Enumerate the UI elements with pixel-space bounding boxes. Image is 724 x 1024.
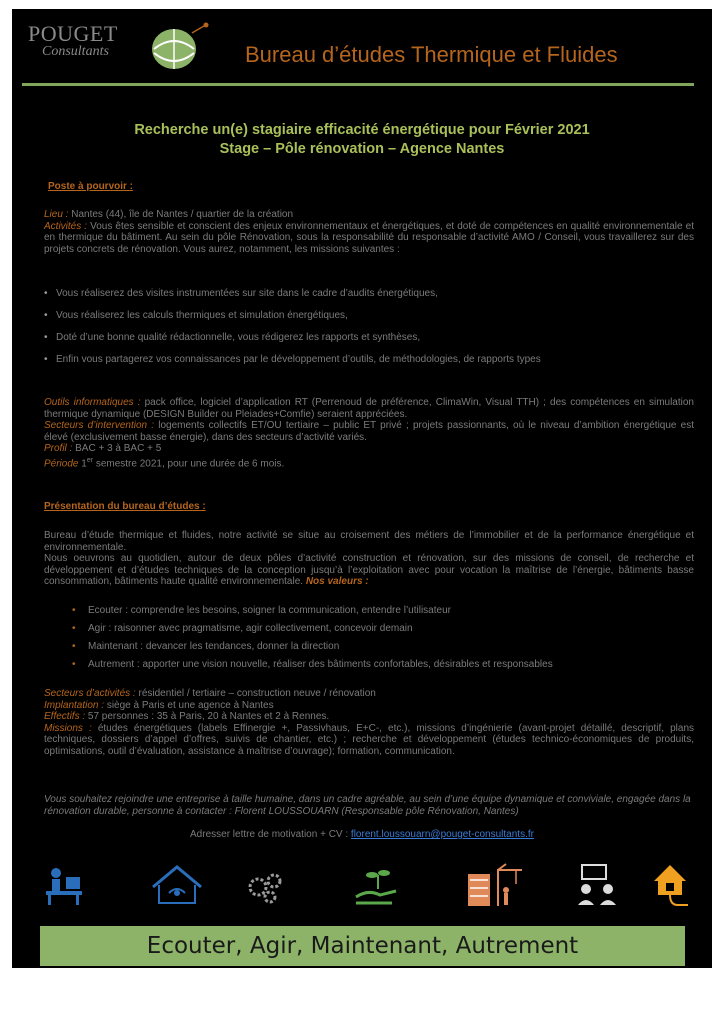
presentation-p1: Bureau d’étude thermique et fluides, notre activité se situe au croisement des métiers de l’immobilier et de la performance énergétique et environnementale. <box>44 530 694 553</box>
profil-text: BAC + 3 à BAC + 5 <box>72 443 162 455</box>
secteurs-paragraph <box>44 420 694 443</box>
impl-text: siège à Paris et une agence à Nantes <box>104 699 274 711</box>
details-block <box>44 397 694 470</box>
miss-label: Missions : <box>44 722 92 734</box>
header <box>12 9 712 85</box>
meeting-people-icon <box>574 857 622 913</box>
poste-heading-block <box>48 181 133 193</box>
company-facts-block <box>44 688 694 758</box>
construction-crane-icon <box>462 857 526 913</box>
valeurs-label: Nos valeurs : <box>303 576 369 588</box>
missions-paragraph <box>44 723 694 758</box>
periode-text: semestre 2021, pour une durée de 6 mois. <box>93 458 285 470</box>
contact-prefix: Adresser lettre de motivation + CV : <box>190 829 351 840</box>
list-item: • Doté d’une bonne qualité rédactionnelle, vous rédigerez les rapports et synthèses, <box>56 332 420 343</box>
periode-pre: 1 <box>78 458 87 470</box>
outils-paragraph <box>44 397 694 420</box>
company-logo <box>28 23 118 59</box>
secteurs-label: Secteurs d’intervention : <box>44 420 155 432</box>
gears-icon <box>244 857 288 913</box>
list-item: • Vous réaliserez des visites instrumentées sur site dans le cadre d’audits énergétiques, <box>56 288 438 299</box>
sect-text: résidentiel / tertiaire – construction neuve / rénovation <box>135 688 376 699</box>
secteurs-text: logements collectifs ET/OU tertiaire – public ET privé ; projets passionnants, où le niveau d’ambition énergétique est élevé (exclusivement basse énergie), dans des secteurs d’activité variés. <box>44 420 694 443</box>
header-title: Bureau d’études Thermique et Fluides <box>245 42 618 67</box>
activites-label: Activités : <box>44 220 88 232</box>
job-title-block <box>12 121 712 159</box>
job-title: Recherche un(e) stagiaire efficacité énergétique pour Février 2021 <box>134 122 590 138</box>
eff-text: 57 personnes : 35 à Paris, 20 à Nantes et 2 à Rennes. <box>85 711 330 723</box>
lieu-text: Nantes (44), île de Nantes / quartier de la création <box>68 209 294 220</box>
document-page <box>12 9 712 968</box>
header-divider <box>22 83 694 86</box>
presentation-heading: Présentation du bureau d’études : <box>44 501 206 512</box>
profil-line <box>44 443 694 455</box>
periode-sup: er <box>86 456 94 464</box>
implantation-line <box>44 700 694 712</box>
secteurs-activites-line <box>44 688 694 700</box>
list-item: • Agir : raisonner avec pragmatisme, agir collectivement, concevoir demain <box>88 623 413 634</box>
list-item: • Autrement : apporter une vision nouvelle, réaliser des bâtiments confortables, désirables et responsables <box>88 659 553 670</box>
logo-main-text: POUGET <box>28 21 118 46</box>
list-item: • Enfin vous partagerez vos connaissances par le développement d’outils, de méthodologies, de rapports types <box>56 354 541 365</box>
impl-label: Implantation : <box>44 699 105 711</box>
closing-paragraph: Vous souhaitez rejoindre une entreprise à taille humaine, dans un cadre agréable, au sein d’une équipe dynamique et conviviale, engagée dans la rénovation durable, personne à contacter : Florent LOUSSOUARN (Responsable pôle Rénovation, Nantes) <box>44 794 691 817</box>
house-energy-icon <box>147 857 207 913</box>
lieu-label: Lieu : <box>44 209 69 220</box>
activites-text: Vous êtes sensible et conscient des enjeux environnementaux et énergétiques, et doté de compétences en qualité environnementale et en thermique du bâtiment. Au sein du pôle Rénovation, sous la responsabilité du responsable d’activité AMO / Conseil, vous travaillerez sur des projets concrets de rénovation. Vous aurez, notamment, les missions suivantes : <box>44 220 694 255</box>
list-item: • Maintenant : devancer les tendances, donner la direction <box>88 641 339 652</box>
periode-label: Période <box>44 458 79 470</box>
contact-email-link[interactable]: florent.loussouarn@pouget-consultants.fr <box>350 829 534 840</box>
logo-sub-text: Consultants <box>42 44 109 59</box>
profil-label: Profil : <box>44 443 73 455</box>
desk-worker-icon <box>42 857 86 913</box>
presentation-p2-text: Nous oeuvrons au quotidien, autour de deux pôles d’activité construction et rénovation, sur des missions de conseil, de recherche et développement et d’études techniques de la conception jusqu’à l’exploitation avec pour vocation la maîtrise de l’énergie, bâtiments basse consommation, bâtiments haute qualité environnementale. <box>44 553 694 588</box>
house-plug-icon <box>652 857 692 913</box>
presentation-p2 <box>44 553 694 588</box>
miss-text: études énergétiques (labels Effinergie +, Passivhaus, E+C-, etc.), missions d’ingénierie (avant-projet détaillé, descriptif, plans techniques, dossiers d’appel d’offres, suivis de chantier, etc.) ; recherche et développement (études technico-économiques de produits, optimisations, outil d’évaluation, assistance à maîtrise d’ouvrage); formation, communication. <box>44 722 695 757</box>
job-subtitle: Stage – Pôle rénovation – Agence Nantes <box>219 141 505 157</box>
lieu-activites-block <box>44 209 694 255</box>
outils-label: Outils informatiques : <box>44 397 141 408</box>
globe-logo-icon <box>142 19 212 75</box>
outils-text: pack office, logiciel d’application RT (Perrenoud de préférence, ClimaWin, Visual TTH) ; des compétences en simulation thermique dynamique (DESIGN Builder ou Pleiades+Comfie) seraient appréciées. <box>44 397 694 420</box>
periode-line <box>44 455 694 470</box>
poste-heading: Poste à pourvoir : <box>48 181 134 192</box>
presentation-block <box>44 530 694 588</box>
sect-label: Secteurs d’activités : <box>44 688 136 699</box>
list-item: • Ecouter : comprendre les besoins, soigner la communication, entendre l’utilisateur <box>88 605 451 616</box>
contact-line <box>12 829 712 840</box>
hand-plant-icon <box>352 857 402 913</box>
presentation-heading-block <box>44 501 206 513</box>
eff-label: Effectifs : <box>44 711 86 723</box>
list-item: • Vous réaliserez les calculs thermiques et simulation énergétiques, <box>56 310 348 321</box>
effectifs-line <box>44 711 694 723</box>
values-banner: Ecouter, Agir, Maintenant, Autrement <box>40 926 685 966</box>
activites-paragraph <box>44 221 694 256</box>
lieu-line <box>44 209 694 221</box>
